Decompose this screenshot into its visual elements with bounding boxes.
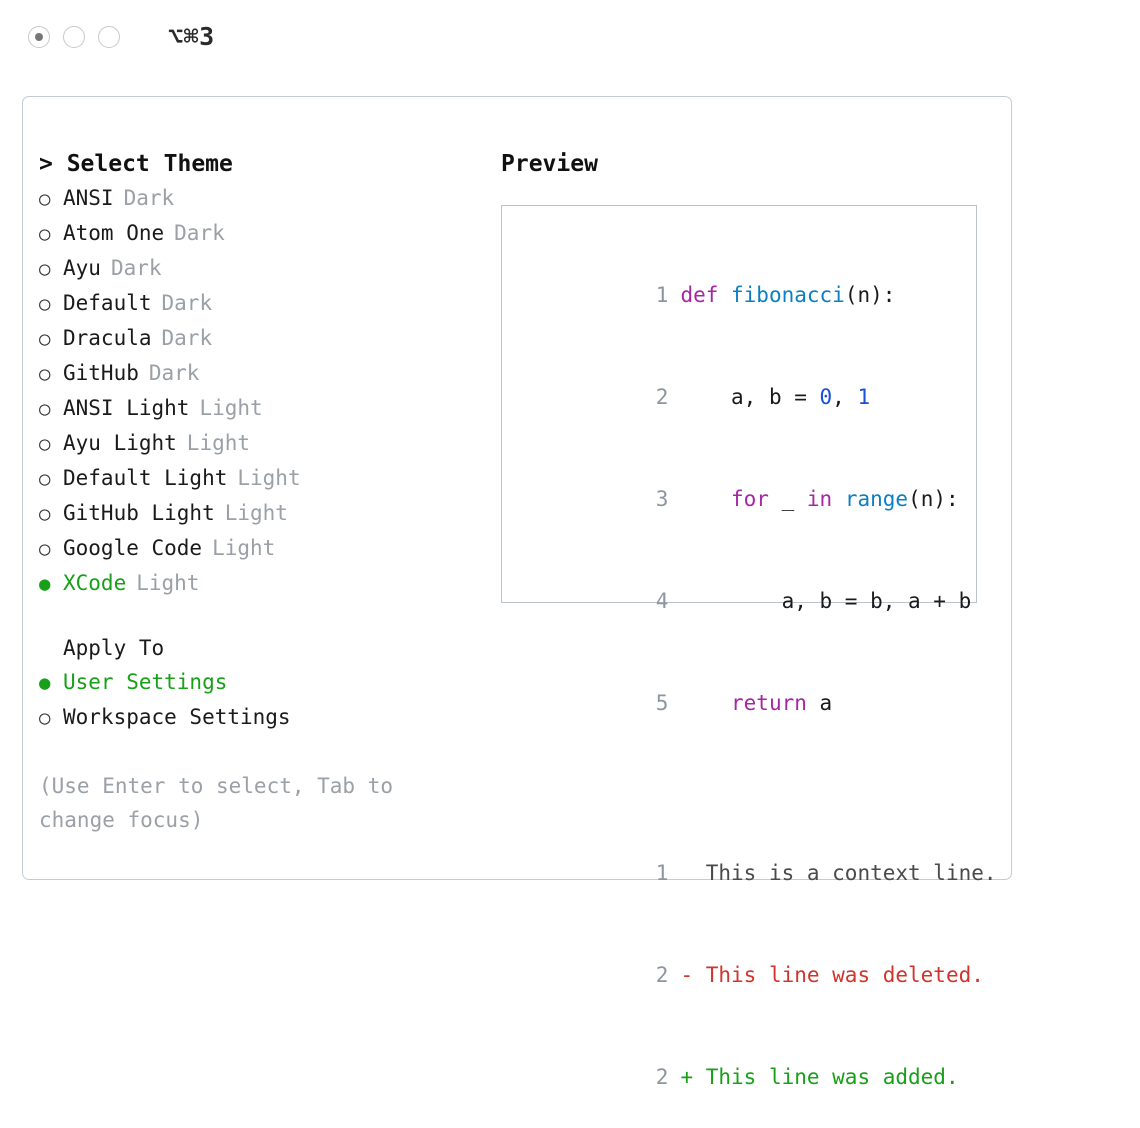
- code-token: for: [731, 487, 769, 511]
- theme-name: Default Light: [63, 466, 228, 490]
- radio-icon[interactable]: ○: [39, 223, 51, 245]
- line-number: 5: [655, 691, 669, 715]
- theme-name: GitHub: [63, 361, 139, 385]
- spacer: [520, 754, 976, 788]
- diff-text: This is a context line.: [693, 861, 997, 885]
- list-item[interactable]: [39, 391, 499, 426]
- code-line: [520, 346, 976, 448]
- left-column: [39, 147, 499, 837]
- line-number: 2: [655, 385, 669, 409]
- radio-icon[interactable]: ○: [39, 707, 51, 729]
- theme-variant: Light: [199, 396, 263, 420]
- apply-to-heading: Apply To: [63, 636, 165, 660]
- theme-variant: Dark: [148, 361, 200, 385]
- list-item[interactable]: [39, 461, 499, 496]
- code-token: [832, 487, 845, 511]
- theme-variant: Light: [136, 571, 200, 595]
- theme-variant: Light: [224, 501, 288, 525]
- list-item[interactable]: [39, 531, 499, 566]
- code-token: range: [844, 487, 909, 511]
- theme-variant: Dark: [110, 256, 162, 280]
- theme-variant: Dark: [174, 221, 225, 245]
- code-token: in: [806, 487, 833, 511]
- minimize-dot-icon[interactable]: [63, 26, 85, 48]
- list-item-selected[interactable]: [39, 566, 499, 601]
- radio-icon[interactable]: ○: [39, 398, 51, 420]
- list-item[interactable]: [39, 496, 499, 531]
- spacer: [520, 788, 976, 822]
- line-number: 4: [655, 589, 669, 613]
- code-token: (n):: [844, 283, 896, 307]
- list-item[interactable]: [39, 426, 499, 461]
- code-token: def: [680, 283, 732, 307]
- title-bar: [0, 0, 1140, 78]
- code-token: 0: [819, 385, 833, 409]
- radio-icon[interactable]: ○: [39, 503, 51, 525]
- code-line: [520, 550, 976, 652]
- list-item[interactable]: [39, 216, 499, 251]
- apply-option-label: Workspace Settings: [63, 705, 291, 729]
- preview-heading: Preview: [501, 151, 598, 177]
- code-token: return: [731, 691, 807, 715]
- code-token: ,: [832, 385, 858, 409]
- diff-text: This line was added.: [693, 1065, 959, 1089]
- theme-name: ANSI Light: [63, 396, 190, 420]
- theme-name: Dracula: [63, 326, 152, 350]
- line-number: 1: [655, 861, 669, 885]
- theme-variant: Light: [186, 431, 251, 455]
- radio-icon[interactable]: ○: [39, 433, 51, 455]
- diff-line-context: [520, 822, 997, 924]
- radio-icon-selected[interactable]: ●: [39, 672, 51, 694]
- code-token: [680, 487, 731, 511]
- theme-name: GitHub Light: [63, 501, 215, 525]
- apply-option-workspace-settings[interactable]: [39, 700, 499, 735]
- diff-text: This line was deleted.: [693, 963, 984, 987]
- spacer: [39, 601, 499, 631]
- line-number: 2: [655, 963, 669, 987]
- diff-marker: [680, 861, 693, 885]
- apply-option-user-settings[interactable]: [39, 665, 499, 700]
- code-token: 1: [857, 385, 871, 409]
- radio-icon[interactable]: ○: [39, 258, 51, 280]
- theme-variant: Dark: [123, 186, 175, 210]
- theme-variant: Light: [212, 536, 276, 560]
- theme-name: XCode: [63, 571, 127, 595]
- code-token: a: [806, 691, 833, 715]
- select-theme-heading: > Select Theme: [39, 151, 233, 177]
- keyboard-shortcut-label: ⌥⌘3: [168, 22, 215, 51]
- close-dot-icon[interactable]: [28, 26, 50, 48]
- keyboard-hint-text: (Use Enter to select, Tab to change focus): [39, 774, 406, 832]
- code-line: [520, 448, 976, 550]
- apply-option-label: User Settings: [63, 670, 228, 694]
- radio-icon[interactable]: ○: [39, 363, 51, 385]
- code-token: [680, 691, 731, 715]
- code-token: a, b = b, a + b: [680, 589, 972, 613]
- line-number: 1: [655, 283, 669, 307]
- preview-box: [501, 205, 997, 1089]
- radio-icon-selected[interactable]: ●: [39, 573, 51, 595]
- diff-line-added: [520, 1026, 976, 1128]
- code-line: [520, 244, 976, 346]
- zoom-dot-icon[interactable]: [98, 26, 120, 48]
- radio-icon[interactable]: ○: [39, 328, 51, 350]
- diff-marker: -: [680, 963, 694, 987]
- theme-selector-panel: [22, 96, 1012, 1089]
- line-number: 2: [655, 1065, 669, 1089]
- list-item[interactable]: [39, 181, 499, 216]
- radio-icon[interactable]: ○: [39, 293, 51, 315]
- theme-name: Ayu Light: [63, 431, 177, 455]
- theme-variant: Light: [237, 466, 301, 490]
- theme-name: Default: [63, 291, 152, 315]
- diff-marker: +: [680, 1065, 694, 1089]
- theme-name: ANSI: [63, 186, 114, 210]
- code-line: [520, 652, 976, 754]
- radio-icon[interactable]: ○: [39, 468, 51, 490]
- code-token: a, b =: [680, 385, 820, 409]
- theme-name: Atom One: [63, 221, 165, 245]
- list-item[interactable]: [39, 286, 499, 321]
- code-token: _: [768, 487, 807, 511]
- diff-line-deleted: [520, 924, 984, 1026]
- theme-variant: Dark: [161, 326, 213, 350]
- theme-name: Google Code: [63, 536, 203, 560]
- radio-icon[interactable]: ○: [39, 538, 51, 560]
- code-token: (n):: [908, 487, 959, 511]
- theme-name: Ayu: [63, 256, 101, 280]
- list-item[interactable]: [39, 356, 499, 391]
- preview-column: [501, 147, 1001, 1089]
- line-number: 3: [655, 487, 669, 511]
- code-token: fibonacci: [731, 283, 845, 307]
- list-item[interactable]: [39, 251, 499, 286]
- theme-list[interactable]: [39, 181, 499, 601]
- traffic-light-buttons[interactable]: [28, 26, 120, 48]
- radio-icon[interactable]: ○: [39, 188, 51, 210]
- list-item[interactable]: [39, 321, 499, 356]
- apply-to-options[interactable]: [39, 665, 499, 735]
- theme-variant: Dark: [161, 291, 213, 315]
